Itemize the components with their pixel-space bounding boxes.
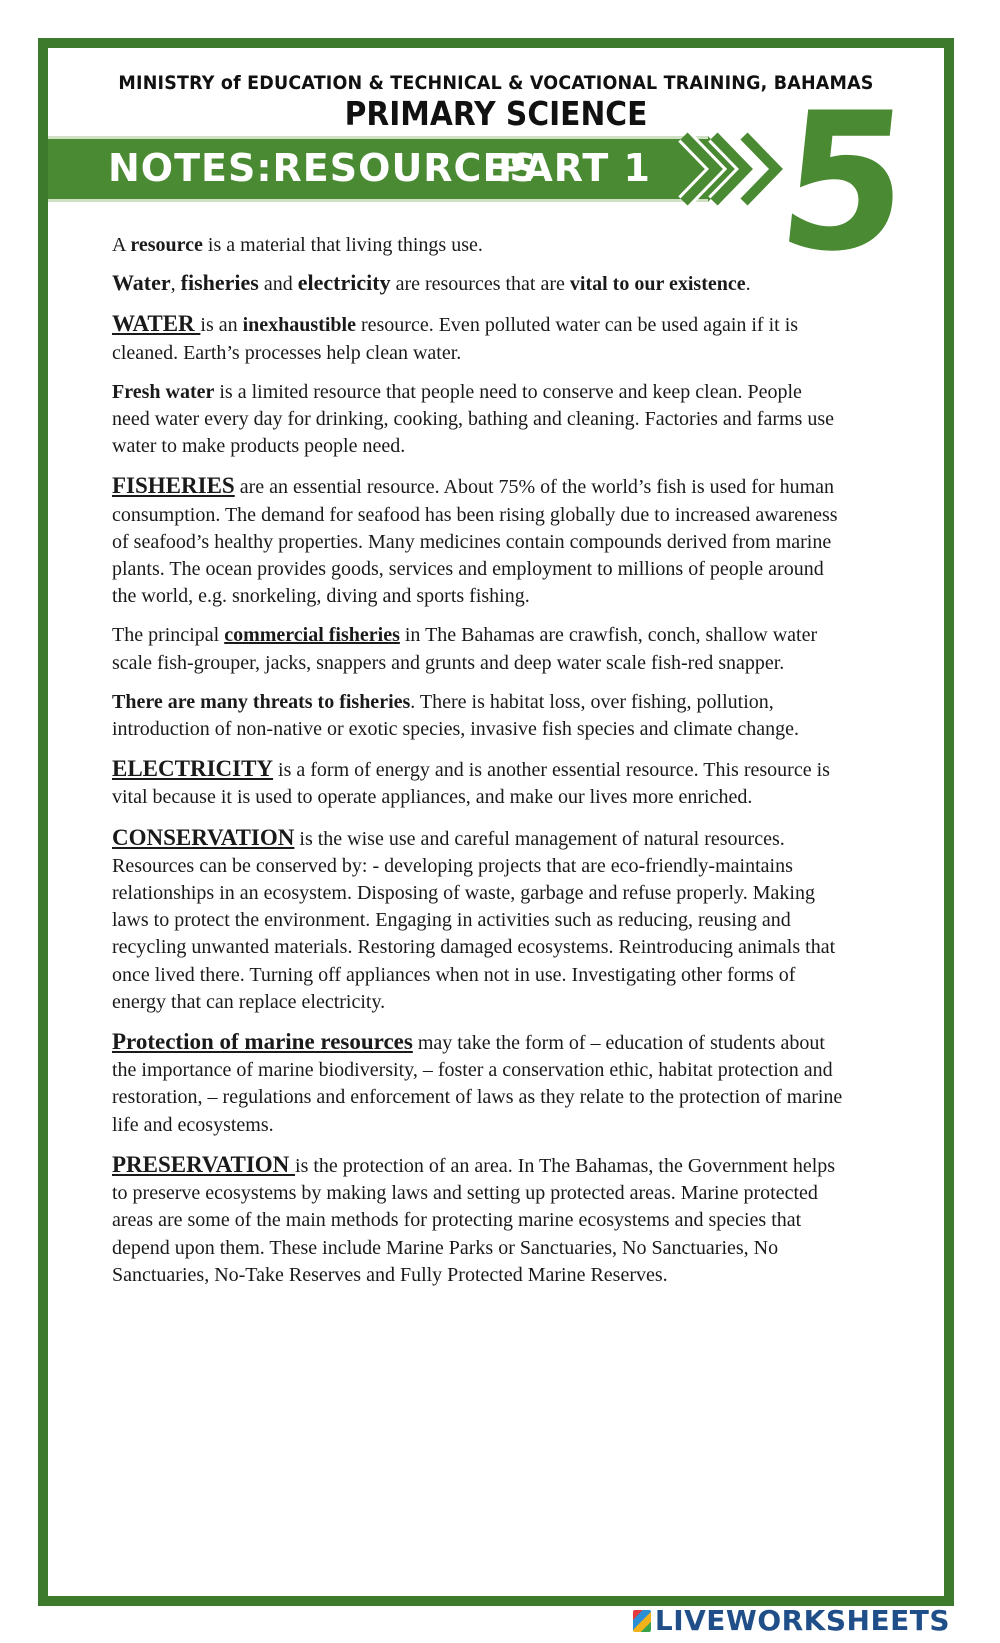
liveworksheets-logo: LIVEWORKSHEETS [633, 1604, 950, 1637]
ministry-heading: MINISTRY of EDUCATION & TECHNICAL & VOCATIONAL TRAINING, BAHAMAS [118, 72, 874, 94]
paragraph-electricity: ELECTRICITY is a form of energy and is another essential resource. This resource is vital because it is used to operate appliances, and make our lives more enriched. [112, 756, 830, 809]
banner-title: NOTES:RESOURCES [108, 146, 538, 190]
heading-conservation: CONSERVATION [112, 824, 295, 850]
notes-content [112, 232, 844, 1301]
subject-title: PRIMARY SCIENCE [344, 94, 648, 133]
chevrons-icon [676, 130, 786, 208]
heading-marine-protection: Protection of marine resources [112, 1029, 413, 1055]
heading-electricity: ELECTRICITY [112, 756, 274, 782]
paragraph-resource: A resource is a material that living things use. [112, 234, 483, 256]
paragraph-conservation: CONSERVATION is the wise use and careful management of natural resources. Resources can be conserved by: - developing projects that are eco-friendly-maintains relationships in an ecosystem. Disposing of waste, garbage and refuse properly. Making laws to protect the environment. Engaging in activities such as reducing, reusing and recycling unwanted materials. Restoring damaged ecosystems. Reintroducing animals that once lived there. Turning off appliances when not in use. Investigating other forms of energy that can replace electricity. [112, 824, 836, 1013]
grade-number: 5 [769, 72, 919, 293]
heading-preservation: PRESERVATION [112, 1151, 296, 1177]
heading-fisheries: FISHERIES [112, 473, 235, 499]
banner-part: PART 1 [498, 146, 651, 190]
paragraph-water: WATER is an inexhaustible resource. Even polluted water can be used again if it is cleaned. Earth’s processes help clean water. [112, 311, 799, 364]
paragraph-vital-resources: Water, fisheries and electricity are resources that are vital to our existence. [112, 270, 751, 296]
paragraph-preservation: PRESERVATION is the protection of an area. In The Bahamas, the Government helps to preserve ecosystems by making laws and setting up protected areas. Marine protected areas are some of the main methods for protecting marine ecosystems and species that depend upon them. These include Marine Parks or Sanctuaries, No Sanctuaries, No Sanctuaries, No-Take Reserves and Fully Protected Marine Reserves. [112, 1151, 836, 1286]
liveworksheets-icon [633, 1610, 651, 1632]
paragraph-fisheries: FISHERIES are an essential resource. About 75% of the world’s fish is used for human consumption. The demand for seafood has been rising globally due to increased awareness of seafood’s healthy properties. Many medicines contain compounds derived from marine plants. The ocean provides goods, services and employment to millions of people around the world, e.g. snorkeling, diving and sports fishing. [112, 473, 838, 608]
paragraph-commercial-fisheries: The principal commercial fisheries in The Bahamas are crawfish, conch, shallow water scale fish-grouper, jacks, snappers and grunts and deep water scale fish-red snapper. [112, 624, 818, 674]
paragraph-threats: There are many threats to fisheries. There is habitat loss, over fishing, pollution, introduction of non-native or exotic species, invasive fish species and climate change. [112, 690, 800, 741]
paragraph-fresh-water: Fresh water is a limited resource that people need to conserve and keep clean. People need water every day for drinking, cooking, bathing and cleaning. Factories and farms use water to make products people need. [112, 380, 834, 458]
paragraph-marine-protection: Protection of marine resources may take the form of – education of students about the importance of marine biodiversity, – foster a conservation ethic, habitat protection and restoration, – regulations and enforcement of laws as they relate to the protection of marine life and ecosystems. [112, 1029, 843, 1136]
worksheet-frame [38, 38, 954, 1606]
heading-water: WATER [112, 311, 201, 337]
